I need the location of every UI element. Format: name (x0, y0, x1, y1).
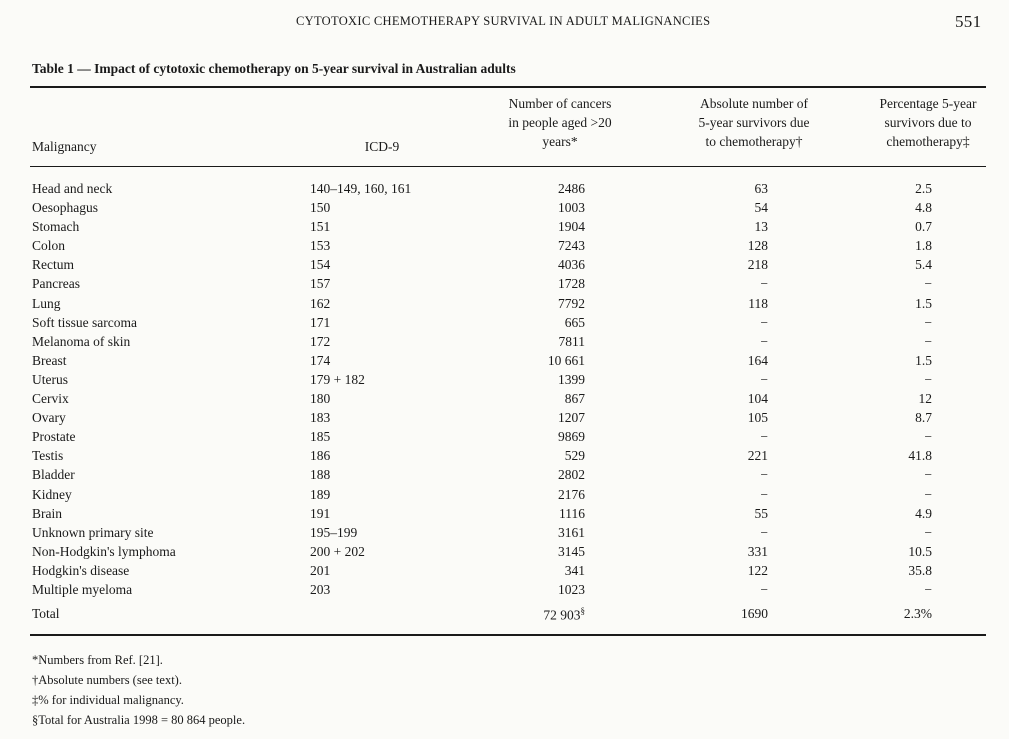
header-number-line: years* (542, 134, 578, 149)
icd-cell: 179 + 182 (310, 371, 365, 387)
number-cell: 3145 (558, 543, 585, 559)
absolute-cell: − (760, 467, 768, 483)
icd-cell: 154 (310, 257, 331, 273)
absolute-cell: 55 (754, 505, 768, 521)
percentage-cell: − (924, 276, 932, 292)
table-row (0, 467, 1009, 486)
number-cell: 1207 (558, 410, 585, 426)
header-percentage-survivors (858, 94, 998, 151)
table-bottom-rule (30, 634, 986, 636)
number-cell: 3161 (558, 524, 585, 540)
malignancy-cell: Testis (32, 448, 64, 464)
number-cell: 1904 (558, 219, 585, 235)
malignancy-cell: Uterus (32, 371, 68, 387)
icd-cell: 203 (310, 581, 331, 597)
malignancy-cell: Stomach (32, 219, 80, 235)
footnote: †Absolute numbers (see text). (32, 673, 182, 687)
icd-cell: 188 (310, 467, 331, 483)
absolute-cell: 122 (747, 562, 768, 578)
absolute-cell: − (760, 581, 768, 597)
absolute-cell: 104 (747, 391, 768, 407)
malignancy-cell: Multiple myeloma (32, 581, 133, 597)
icd-cell: 171 (310, 314, 331, 330)
absolute-cell: − (760, 371, 768, 387)
percentage-cell: − (924, 486, 932, 502)
percentage-cell: − (924, 524, 932, 540)
table-row (0, 525, 1009, 544)
total-number-cell (543, 606, 585, 624)
malignancy-cell: Pancreas (32, 276, 80, 292)
icd-cell: 162 (310, 295, 331, 311)
percentage-cell: − (924, 429, 932, 445)
malignancy-cell: Oesophagus (32, 200, 98, 216)
icd-cell: 189 (310, 486, 331, 502)
malignancy-cell: Colon (32, 238, 66, 254)
header-malignancy: Malignancy (32, 139, 97, 154)
absolute-cell: 118 (748, 295, 768, 311)
malignancy-cell: Rectum (32, 257, 74, 273)
running-title: CYTOTOXIC CHEMOTHERAPY SURVIVAL IN ADULT MALIGNANCIES (296, 14, 711, 28)
percentage-cell: 0.7 (915, 219, 932, 235)
absolute-cell: − (760, 524, 768, 540)
number-cell: 341 (564, 562, 585, 578)
number-cell: 7792 (558, 295, 585, 311)
number-cell: 665 (564, 314, 585, 330)
number-cell: 7243 (558, 238, 585, 254)
absolute-cell: 13 (754, 219, 768, 235)
malignancy-cell: Non-Hodgkin's lymphoma (32, 543, 176, 559)
total-label: Total (32, 606, 60, 621)
malignancy-cell: Breast (32, 352, 67, 368)
icd-cell: 151 (310, 219, 331, 235)
percentage-cell: − (924, 371, 932, 387)
table-row (0, 296, 1009, 315)
table-row (0, 582, 1009, 601)
icd-cell: 150 (310, 200, 331, 216)
table-header-rule (30, 166, 986, 167)
table-row (0, 219, 1009, 238)
total-number-mark: § (580, 606, 585, 616)
percentage-cell: − (924, 467, 932, 483)
page-number: 551 (955, 12, 982, 31)
absolute-cell: 218 (747, 257, 768, 273)
table-row (0, 506, 1009, 525)
absolute-cell: − (760, 276, 768, 292)
icd-cell: 140–149, 160, 161 (310, 181, 412, 196)
icd-cell: 185 (310, 429, 331, 445)
table-top-rule (30, 86, 986, 88)
number-cell: 529 (564, 448, 585, 464)
malignancy-cell: Hodgkin's disease (32, 562, 130, 578)
table-row (0, 448, 1009, 467)
footnotes (32, 650, 245, 730)
total-percentage: 2.3% (903, 606, 932, 621)
absolute-cell: 221 (747, 448, 768, 464)
percentage-cell: 4.9 (915, 505, 932, 521)
icd-cell: 191 (310, 505, 331, 521)
malignancy-cell: Bladder (32, 467, 75, 483)
icd-cell: 153 (310, 238, 331, 254)
percentage-cell: 35.8 (908, 562, 932, 578)
percentage-cell: 1.8 (915, 238, 932, 254)
table-row (0, 315, 1009, 334)
percentage-cell: 1.5 (915, 295, 932, 311)
total-absolute: 1690 (741, 606, 768, 621)
icd-cell: 174 (310, 352, 331, 368)
icd-cell: 201 (310, 562, 331, 578)
icd-cell: 172 (310, 333, 331, 349)
malignancy-cell: Prostate (32, 429, 76, 445)
icd-cell: 200 + 202 (310, 543, 365, 559)
absolute-cell: 331 (747, 543, 768, 559)
number-cell: 10 661 (547, 352, 585, 368)
footnote: *Numbers from Ref. [21]. (32, 653, 163, 667)
header-number-line: Number of cancers (508, 96, 612, 111)
icd-cell: 186 (310, 448, 331, 464)
malignancy-cell: Cervix (32, 391, 69, 407)
icd-cell: 183 (310, 410, 331, 426)
percentage-cell: 1.5 (915, 352, 932, 368)
icd-cell: 180 (310, 391, 331, 407)
number-cell: 2486 (558, 181, 585, 196)
absolute-cell: 105 (747, 410, 768, 426)
percentage-cell: − (924, 581, 932, 597)
table-row (0, 487, 1009, 506)
number-cell: 2176 (558, 486, 585, 502)
table-row (0, 410, 1009, 429)
table-row (0, 429, 1009, 448)
absolute-cell: 54 (754, 200, 768, 216)
table-row (0, 563, 1009, 582)
table-row (0, 372, 1009, 391)
header-absolute-line: 5-year survivors due (698, 115, 810, 130)
number-cell: 1023 (558, 581, 585, 597)
absolute-cell: 164 (747, 352, 768, 368)
footnote: ‡% for individual malignancy. (32, 693, 184, 707)
header-icd: ICD-9 (364, 139, 400, 154)
footnote: §Total for Australia 1998 = 80 864 people. (32, 713, 246, 727)
malignancy-cell: Brain (32, 505, 62, 521)
percentage-cell: 5.4 (915, 257, 932, 273)
malignancy-cell: Soft tissue sarcoma (32, 314, 137, 330)
malignancy-cell: Ovary (32, 410, 66, 426)
percentage-cell: 12 (918, 391, 932, 407)
table-row (0, 353, 1009, 372)
absolute-cell: − (760, 486, 768, 502)
percentage-cell: 10.5 (908, 543, 932, 559)
absolute-cell: − (760, 333, 768, 349)
percentage-cell: 4.8 (915, 200, 932, 216)
number-cell: 1003 (558, 200, 585, 216)
header-percentage-line: Percentage 5-year (879, 96, 977, 111)
table-caption: Table 1 — Impact of cytotoxic chemotherapy on 5-year survival in Australian adults (32, 61, 516, 76)
percentage-cell: 8.7 (915, 410, 932, 426)
icd-cell: 157 (310, 276, 331, 292)
number-cell: 4036 (558, 257, 585, 273)
percentage-cell: 41.8 (908, 448, 932, 464)
number-cell: 1399 (558, 371, 585, 387)
table-body (0, 181, 1009, 601)
absolute-cell: − (760, 429, 768, 445)
malignancy-cell: Melanoma of skin (32, 333, 131, 349)
absolute-cell: − (760, 314, 768, 330)
percentage-cell: − (924, 314, 932, 330)
absolute-cell: 63 (754, 181, 768, 196)
table-row (0, 276, 1009, 295)
header-percentage-line: chemotherapy‡ (886, 134, 970, 149)
malignancy-cell: Unknown primary site (32, 524, 154, 540)
number-cell: 867 (564, 391, 585, 407)
malignancy-cell: Kidney (32, 486, 72, 502)
table-row (0, 238, 1009, 257)
number-cell: 1728 (558, 276, 585, 292)
number-cell: 2802 (558, 467, 585, 483)
header-absolute-line: to chemotherapy† (705, 134, 803, 149)
percentage-cell: − (924, 333, 932, 349)
header-number-line: in people aged >20 (508, 115, 612, 130)
malignancy-cell: Lung (32, 295, 61, 311)
number-cell: 1116 (559, 505, 585, 521)
total-row (0, 606, 1009, 626)
table-row (0, 391, 1009, 410)
percentage-cell: 2.5 (915, 181, 932, 196)
header-absolute-survivors (670, 94, 838, 151)
table-row (0, 181, 1009, 200)
header-percentage-line: survivors due to (884, 115, 972, 130)
number-cell: 9869 (558, 429, 585, 445)
malignancy-cell: Head and neck (32, 181, 113, 196)
header-absolute-line: Absolute number of (700, 96, 808, 111)
absolute-cell: 128 (747, 238, 768, 254)
total-number: 72 903 (543, 607, 581, 623)
icd-cell: 195–199 (310, 524, 358, 540)
table-row (0, 257, 1009, 276)
table-row (0, 544, 1009, 563)
number-cell: 7811 (558, 333, 585, 349)
table-row (0, 334, 1009, 353)
table-row (0, 200, 1009, 219)
header-number-of-cancers (480, 94, 640, 151)
